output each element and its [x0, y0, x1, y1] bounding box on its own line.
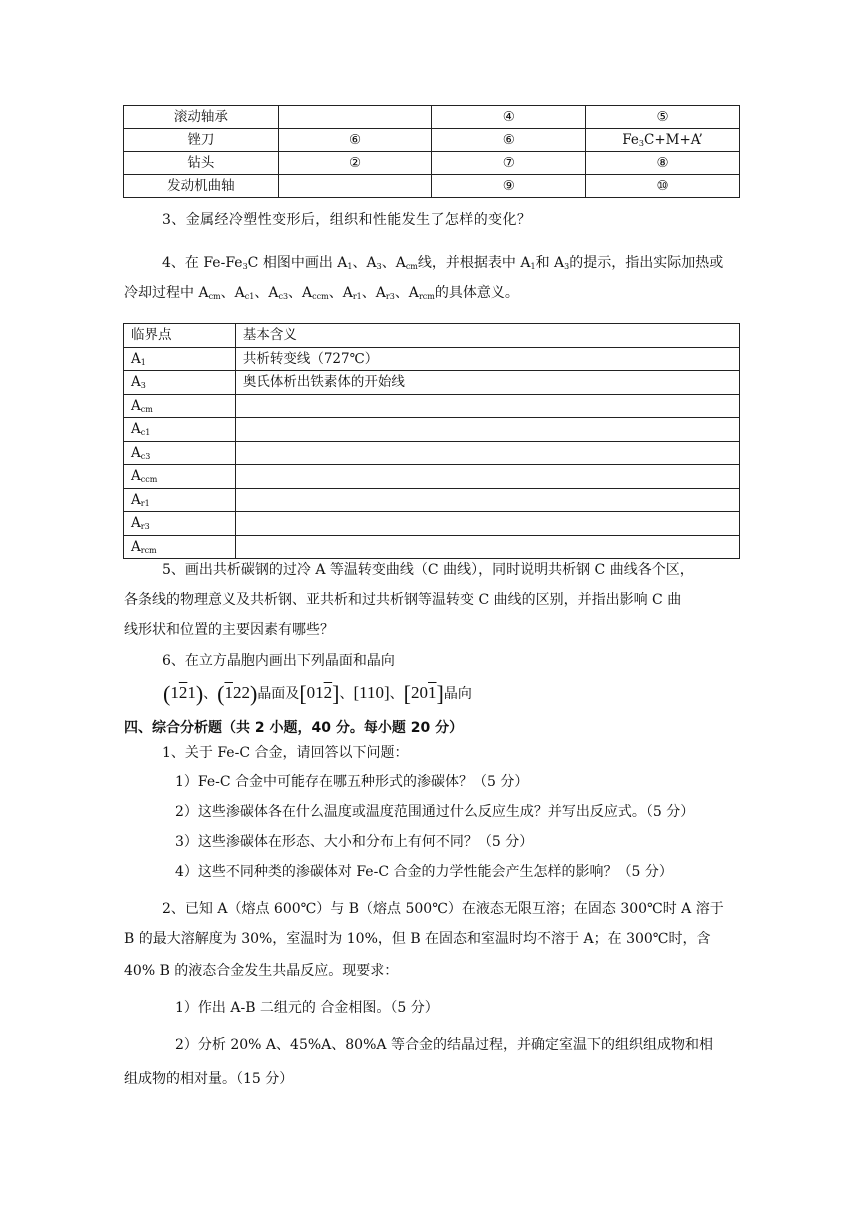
index-digit: 1	[187, 683, 196, 702]
table-row	[124, 152, 740, 175]
paren-open: (	[217, 681, 225, 706]
critical-point-table	[123, 323, 740, 559]
s4-question-1: 1、关于 Fe-C 合金，请回答以下问题：	[162, 745, 409, 761]
s4-question-2-line2: B 的最大溶解度为 30%，室温时为 10%，但 B 在固态和室温时均不溶于 A；在 300℃时，含	[124, 931, 711, 947]
table-cell	[235, 535, 739, 559]
q4-text: 、A	[352, 255, 377, 271]
table-cell	[124, 418, 236, 442]
point-base: A	[131, 491, 141, 508]
s4-q1-item: 3）这些渗碳体在形态、大小和分布上有何不同？（5 分）	[175, 834, 534, 850]
q4-sub: c3	[278, 292, 289, 301]
q4-text: 、A	[254, 285, 279, 301]
bracket-close: ]	[436, 681, 444, 706]
q4-sub: cm	[405, 262, 418, 271]
point-sub: r3	[140, 522, 150, 531]
table-cell	[124, 535, 236, 559]
q4-text: 、A	[220, 285, 245, 301]
direction-label: 晶向	[443, 687, 472, 702]
s4-question-2-line3: 40% B 的液态合金发生共晶反应。现要求：	[124, 963, 399, 979]
point-sub: cm	[140, 404, 153, 414]
table-cell	[235, 418, 739, 442]
table-row	[124, 394, 740, 418]
question-3: 3、金属经冷塑性变形后，组织和性能发生了怎样的变化？	[162, 212, 532, 228]
bracket-close: ]	[332, 681, 340, 706]
q4-text: 、A	[288, 285, 313, 301]
point-sub: c3	[140, 451, 151, 461]
index-bar-digit: 1	[428, 683, 437, 702]
table-cell	[586, 129, 740, 152]
table-cell	[235, 465, 739, 489]
table-cell: 钻头	[124, 152, 279, 175]
index-digit: 1	[170, 683, 179, 702]
separator: 、	[203, 687, 218, 702]
bracket-open: [	[299, 681, 307, 706]
miller-indices	[163, 681, 472, 707]
table-row	[124, 175, 740, 198]
q4-sub: r3	[385, 292, 395, 301]
table-cell	[235, 488, 739, 512]
table-row	[124, 488, 740, 512]
table-row	[124, 418, 740, 442]
q4-sub: 3	[376, 262, 382, 271]
table-cell	[124, 394, 236, 418]
table-cell: ④	[432, 106, 586, 129]
q4-sub: 3	[242, 262, 248, 271]
header-cell: 临界点	[124, 324, 236, 348]
question-6: 6、在立方晶胞内画出下列晶面和晶向	[162, 653, 395, 669]
s4-q1-item: 2）这些渗碳体各在什么温度或温度范围通过什么反应生成？并写出反应式。（5 分）	[175, 804, 695, 820]
q4-sub: cm	[208, 292, 221, 301]
table-cell: 滚动轴承	[124, 106, 279, 129]
table-cell	[124, 512, 236, 536]
q4-sub: c1	[244, 292, 255, 301]
index-bar-digit: 2	[178, 683, 188, 702]
table-cell	[235, 512, 739, 536]
s4-question-2-line1: 2、已知 A（熔点 600℃）与 B（熔点 500℃）在液态无限互溶；在固态 300℃时 A 溶于	[162, 901, 724, 917]
q4-text: 的具体意义。	[434, 285, 519, 301]
question-5-line2: 各条线的物理意义及共析钢、亚共析和过共析钢等温转变 C 曲线的区别，并指出影响 C 曲	[124, 592, 682, 608]
table-row	[124, 371, 740, 395]
q4-text: 的提示，指出实际加热或	[569, 255, 724, 271]
formula-tail: C+M+A’	[643, 132, 703, 148]
table-cell	[124, 441, 236, 465]
table-row	[124, 129, 740, 152]
table-cell	[124, 488, 236, 512]
question-4-line1	[162, 253, 723, 273]
table-row	[124, 106, 740, 129]
question-5-line3: 线形状和位置的主要因素有哪些？	[124, 622, 334, 638]
table-cell: 锉刀	[124, 129, 279, 152]
table-cell: 奥氏体析出铁素体的开始线	[235, 371, 739, 395]
q4-sub: 1	[347, 262, 353, 271]
table-cell	[124, 371, 236, 395]
q4-text: 线，并根据表中 A	[417, 255, 531, 271]
section-4-title: 四、综合分析题（共 2 小题，40 分。每小题 20 分）	[124, 720, 464, 736]
bracket-open: [	[403, 681, 411, 706]
table-cell: ⑩	[586, 175, 740, 198]
formula-sub: 3	[638, 139, 644, 148]
table-cell: ⑥	[278, 129, 432, 152]
point-sub: rcm	[140, 545, 157, 555]
table-cell: ⑧	[586, 152, 740, 175]
formula-fe: Fe	[622, 132, 639, 148]
point-base: A	[131, 421, 141, 437]
s4-q2-item: 2）分析 20% A、45%A、80%A 等合金的结晶过程，并确定室温下的组织组成物和相	[175, 1037, 713, 1053]
plane-label: 晶面及	[257, 687, 300, 702]
q4-text: 冷却过程中 A	[124, 285, 209, 301]
s4-q1-item: 1）Fe-C 合金中可能存在哪五种形式的渗碳体？（5 分）	[175, 774, 529, 790]
point-base: A	[131, 468, 141, 484]
q4-sub: rcm	[418, 292, 435, 301]
s4-q2-tail: 组成物的相对量。（15 分）	[124, 1071, 294, 1087]
point-sub: r1	[140, 498, 150, 508]
table-header-row	[124, 324, 740, 348]
point-sub: ccm	[140, 475, 158, 484]
table-cell	[278, 175, 432, 198]
table-cell: 共析转变线（727℃）	[235, 347, 739, 371]
direction-index: [110]	[353, 683, 390, 702]
table-cell: ⑦	[432, 152, 586, 175]
table-row	[124, 512, 740, 536]
question-5-line1: 5、画出共析碳钢的过冷 A 等温转变曲线（C 曲线），同时说明共析钢 C 曲线各个区，	[162, 562, 694, 578]
q4-text: 4、在 Fe-Fe	[162, 255, 243, 271]
table-cell	[235, 394, 739, 418]
index-bar-digit: 2	[323, 683, 333, 702]
table-cell: ⑤	[586, 106, 740, 129]
table-cell: ⑥	[432, 129, 586, 152]
table-cell	[124, 347, 236, 371]
point-sub: 1	[140, 357, 146, 367]
table-cell: ⑨	[432, 175, 586, 198]
q4-text: 、A	[361, 285, 386, 301]
paren-close: )	[249, 681, 258, 706]
q4-sub: ccm	[312, 292, 329, 301]
application-table	[123, 105, 740, 198]
q4-sub: 3	[564, 262, 570, 271]
q4-text: 、A	[381, 255, 406, 271]
q4-sub: 1	[530, 262, 536, 271]
s4-q2-item: 1）作出 A-B 二组元的 合金相图。（5 分）	[175, 1000, 439, 1016]
s4-q1-item: 4）这些不同种类的渗碳体对 Fe-C 合金的力学性能会产生怎样的影响？（5 分）	[175, 864, 673, 880]
table-row	[124, 535, 740, 559]
table-cell: ②	[278, 152, 432, 175]
table-cell	[278, 106, 432, 129]
q4-text: 、A	[394, 285, 419, 301]
paren-open: (	[163, 681, 171, 706]
point-base: A	[131, 397, 141, 414]
point-base: A	[131, 538, 141, 555]
paren-close: )	[195, 681, 204, 706]
point-sub: 3	[140, 381, 146, 390]
table-cell: 发动机曲轴	[124, 175, 279, 198]
separator: 、	[339, 687, 354, 702]
point-base: A	[131, 444, 141, 461]
point-base: A	[131, 515, 141, 531]
q4-text: C 相图中画出 A	[247, 255, 348, 271]
q4-sub: r1	[352, 292, 362, 301]
header-cell: 基本含义	[235, 324, 739, 348]
index-digit: 22	[232, 683, 250, 702]
index-digit: 01	[306, 683, 324, 702]
table-row	[124, 441, 740, 465]
point-base: A	[131, 350, 141, 367]
separator: 、	[389, 687, 404, 702]
question-4-line2	[124, 283, 519, 303]
point-base: A	[131, 374, 141, 390]
table-row	[124, 347, 740, 371]
index-digit: 20	[411, 683, 428, 702]
table-cell	[235, 441, 739, 465]
table-cell	[124, 465, 236, 489]
index-bar-digit: 1	[224, 683, 233, 702]
q4-text: 和 A	[535, 255, 565, 271]
q4-text: 、A	[328, 285, 353, 301]
point-sub: c1	[140, 428, 151, 437]
table-row	[124, 465, 740, 489]
